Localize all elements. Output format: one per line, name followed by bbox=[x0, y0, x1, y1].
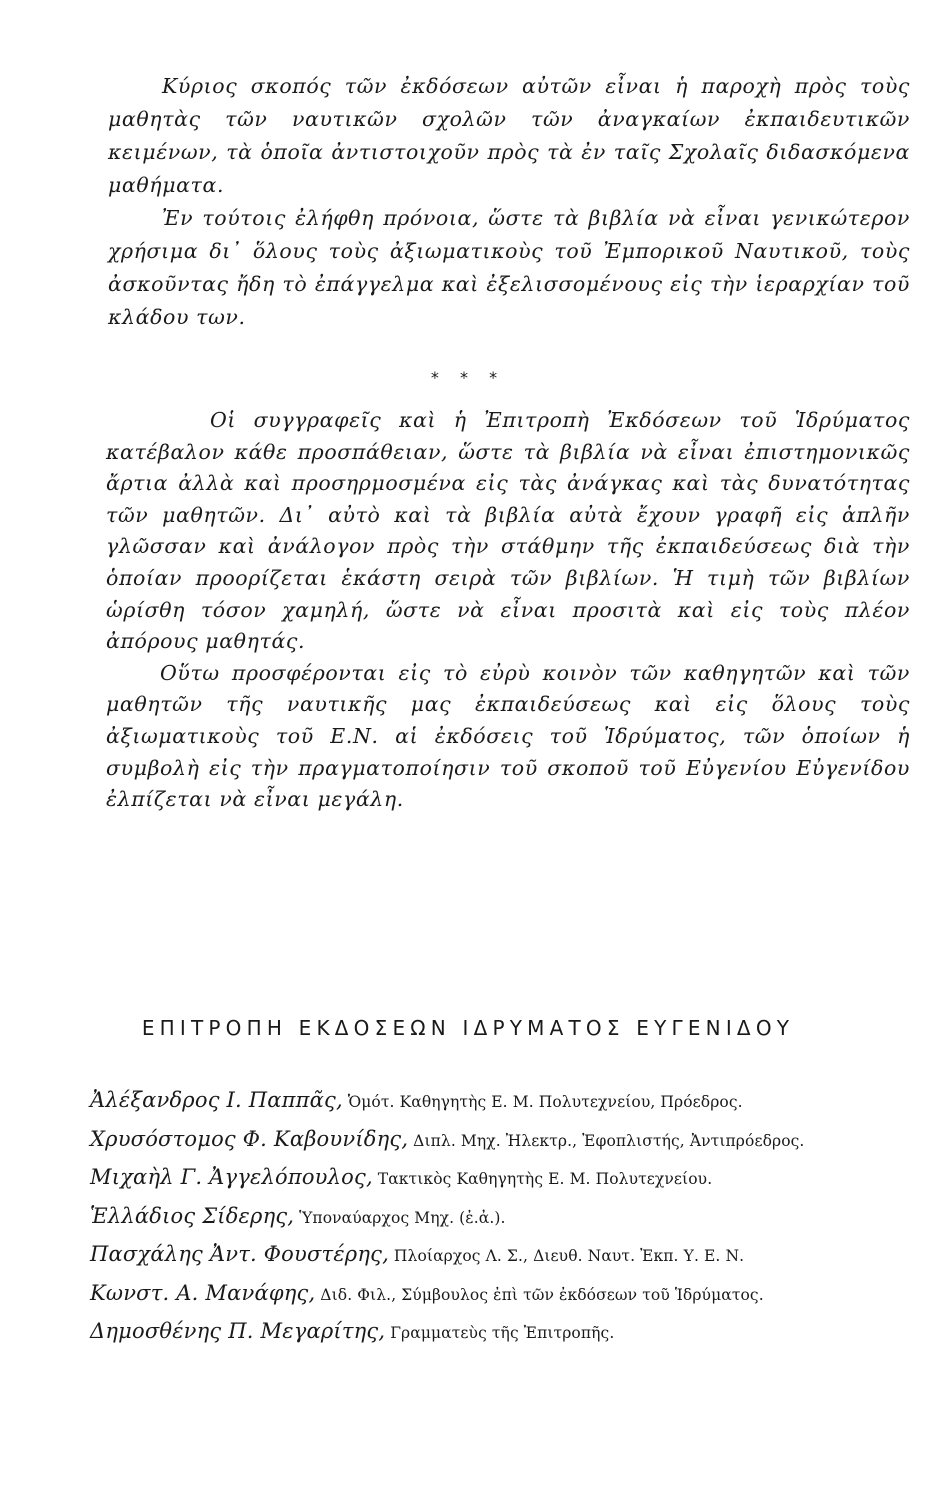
committee-member bbox=[90, 1319, 920, 1358]
member-role: Τακτικὸς Καθηγητὴς Ε. Μ. Πολυτεχνείου. bbox=[377, 1170, 713, 1188]
body-section bbox=[106, 405, 910, 816]
committee-title: ΕΠΙΤΡΟΠΗ ΕΚΔΟΣΕΩΝ ΙΔΡΥΜΑΤΟΣ ΕΥΓΕΝΙΔΟΥ bbox=[141, 1016, 795, 1040]
committee-members-list bbox=[90, 1088, 920, 1358]
committee-member bbox=[90, 1088, 920, 1127]
intro-paragraph: Ἐν τούτοις ἐλήφθη πρόνοια, ὥστε τὰ βιβλία νὰ εἶναι γενικώτερον χρήσιμα δι᾽ ὅλους τοὺς ἀξιωματικοὺς τοῦ Ἐμπορικοῦ Ναυτικοῦ, τοὺς ἀσκοῦντας ἤδη τὸ ἐπάγγελμα καὶ ἐξελισσομένους εἰς τὴν ἱεραρχίαν τοῦ κλάδου των. bbox=[108, 206, 910, 329]
intro-section bbox=[108, 70, 910, 334]
intro-paragraph: Κύριος σκοπός τῶν ἐκδόσεων αὐτῶν εἶναι ἡ παροχὴ πρὸς τοὺς μαθητὰς τῶν ναυτικῶν σχολῶν τῶν ἀναγκαίων ἐκπαιδευτικῶν κειμένων, τὰ ὁποῖα ἀντιστοιχοῦν πρὸς τὰ ἐν ταῖς Σχολαῖς διδασκόμενα μαθήματα. bbox=[108, 74, 910, 197]
section-separator: * * * bbox=[430, 368, 506, 387]
member-name: Μιχαὴλ Γ. Ἀγγελόπουλος, bbox=[90, 1165, 373, 1189]
member-name: Κωνστ. Α. Μανάφης, bbox=[90, 1280, 316, 1305]
body-paragraph: Οἱ συγγραφεῖς καὶ ἡ Ἐπιτροπὴ Ἐκδόσεων τοῦ Ἱδρύματος κατέβαλον κάθε προσπάθειαν, ὥστε τὰ βιβλία νὰ εἶναι ἐπιστημονικῶς ἄρτια ἀλλὰ καὶ προσηρμοσμένα εἰς τὰς ἀνάγκας καὶ τὰς δυνατότητας τῶν μαθητῶν. Δι᾽ αὐτὸ καὶ τὰ βιβλία αὐτὰ ἔχουν γραφῆ εἰς ἁπλῆν γλῶσσαν καὶ ἀνάλογον πρὸς τὴν στάθμην τῆς ἐκπαιδεύσεως διὰ τὴν ὁποίαν προορίζεται ἑκάστη σειρὰ τῶν βιβλίων. Ἡ τιμὴ τῶν βιβλίων ὡρίσθη τόσον χαμηλή, ὥστε νὰ εἶναι προσιτὰ καὶ εἰς τοὺς πλέον ἀπόρους μαθητάς. bbox=[106, 408, 910, 654]
member-name: Δημοσθένης Π. Μεγαρίτης, bbox=[90, 1319, 386, 1343]
member-name: Ἀλέξανδρος Ι. Παππᾶς, bbox=[90, 1088, 343, 1112]
committee-member bbox=[90, 1165, 920, 1204]
member-role: Ὑποναύαρχος Μηχ. (ἐ.ἀ.). bbox=[299, 1208, 506, 1227]
member-role: Γραμματεὺς τῆς Ἐπιτροπῆς. bbox=[390, 1324, 615, 1342]
member-name: Πασχάλης Ἀντ. Φουστέρης, bbox=[90, 1242, 389, 1266]
member-role: Ὁμότ. Καθηγητὴς Ε. Μ. Πολυτεχνείου, Πρόεδρος. bbox=[347, 1093, 743, 1111]
member-role: Διδ. Φιλ., Σύμβουλος ἐπὶ τῶν ἐκδόσεων τοῦ Ἱδρύματος. bbox=[320, 1285, 764, 1304]
body-paragraph: Οὕτω προσφέρονται εἰς τὸ εὐρὺ κοινὸν τῶν καθηγητῶν καὶ τῶν μαθητῶν τῆς ναυτικῆς μας ἐκπαιδεύσεως καὶ εἰς ὅλους τοὺς ἀξιωματικοὺς τοῦ Ε.Ν. αἱ ἐκδόσεις τοῦ Ἱδρύματος, τῶν ὁποίων ἡ συμβολὴ εἰς τὴν πραγματοποίησιν τοῦ σκοποῦ τοῦ Εὐγενίου Εὐγενίδου ἐλπίζεται νὰ εἶναι μεγάλη. bbox=[106, 660, 910, 812]
member-role: Διπλ. Μηχ. Ἠλεκτρ., Ἐφοπλιστής, Ἀντιπρόεδρος. bbox=[413, 1131, 805, 1150]
committee-member bbox=[90, 1204, 920, 1243]
member-role: Πλοίαρχος Λ. Σ., Διευθ. Ναυτ. Ἐκπ. Υ. Ε. Ν. bbox=[393, 1247, 745, 1265]
committee-member bbox=[90, 1281, 920, 1320]
member-name: Χρυσόστομος Φ. Καβουνίδης, bbox=[90, 1126, 409, 1151]
committee-member bbox=[90, 1127, 920, 1166]
committee-member bbox=[90, 1242, 920, 1281]
member-name: Ἑλλάδιος Σίδερης, bbox=[90, 1203, 295, 1228]
